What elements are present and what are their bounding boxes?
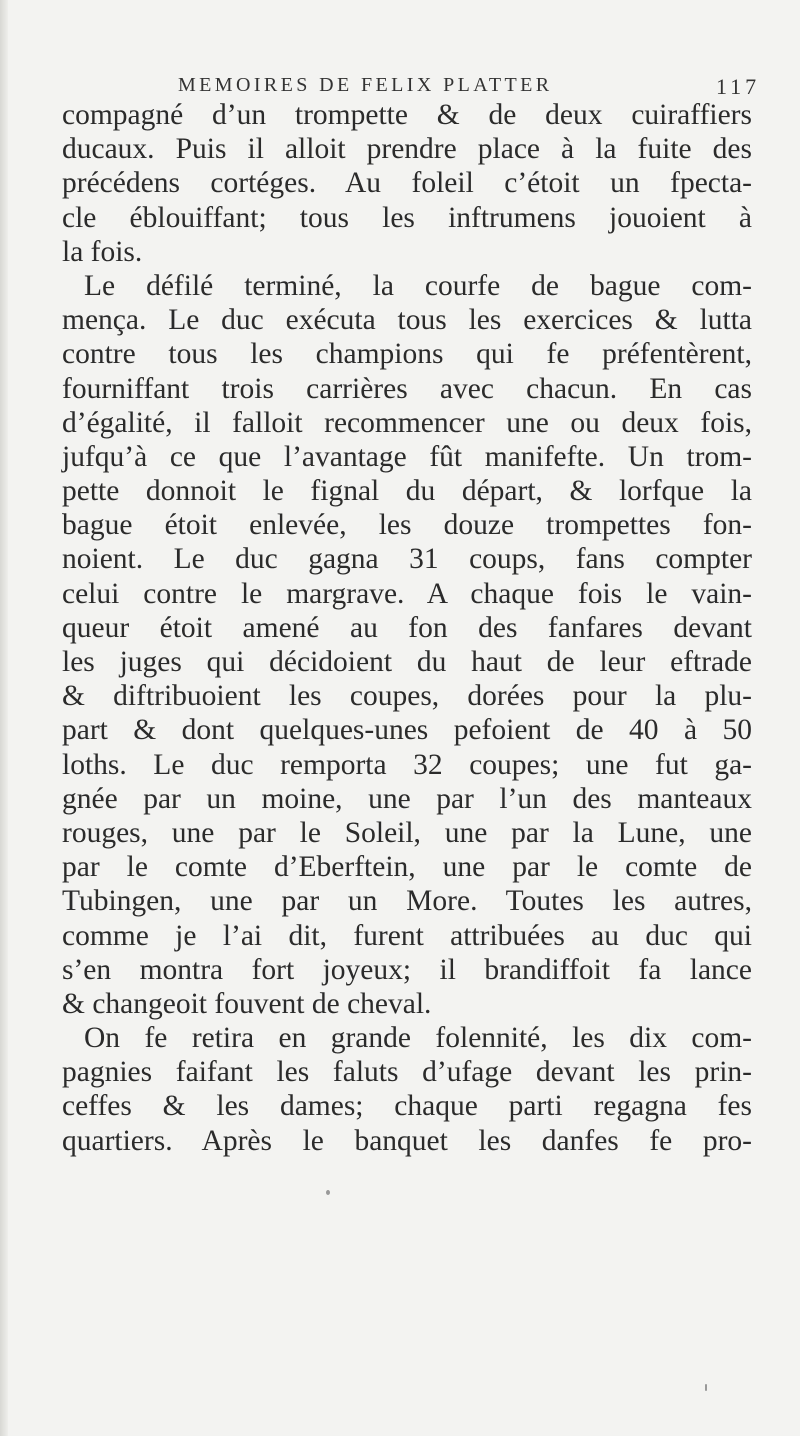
text-line: Tubingen, une par un More. Toutes les autres, [62,885,752,918]
text-line: noient. Le duc gagna 31 coups, fans compter [62,543,752,576]
text-line: celui contre le margrave. A chaque fois le vain- [62,577,752,610]
text-line: rouges, une par le Soleil, une par la Lune, une [62,816,752,849]
text-line: contre tous les champions qui fe préfentèrent, [62,338,752,371]
page-number: 117 [716,74,761,99]
text-line: ducaux. Puis il alloit prendre place à la fuite des [62,133,752,166]
running-head-title: MEMOIRES DE FELIX PLATTER [178,74,553,96]
text-line: & diftribuoient les coupes, dorées pour la plu- [62,680,752,713]
text-line: par le comte d’Eberftein, une par le comte de [62,851,752,884]
text-line: cle éblouiffant; tous les inftrumens jouoient à [62,201,752,234]
body-text [62,98,752,1158]
paragraph-end-line: & changeoit fouvent de cheval. [62,987,432,1020]
text-line: queur étoit amené au fon des fanfares devant [62,611,752,644]
page-gutter [0,0,8,1436]
text-line: s’en montra fort joyeux; il brandiffoit fa lance [62,953,752,986]
text-line: gnée par un moine, une par l’un des manteaux [62,782,752,815]
text-line: précédens cortéges. Au foleil c’étoit un fpecta- [62,167,752,200]
text-line: pette donnoit le fignal du départ, & lorfque la [62,475,752,508]
text-line: loths. Le duc remporta 32 coupes; une fut ga- [62,748,752,781]
text-line: bague étoit enlevée, les douze trompettes fon- [62,509,752,542]
paragraph-start-line: On fe retira en grande folennité, les dix com- [84,1022,752,1055]
text-line: part & dont quelques-unes pefoient de 40 à 50 [62,714,752,747]
text-line: d’égalité, il falloit recommencer une ou deux fois, [62,406,752,439]
paper-speck [326,1190,330,1195]
paper-speck [705,1384,707,1391]
text-line: jufqu’à ce que l’avantage fût manifefte. Un trom- [62,440,752,473]
text-line: fourniffant trois carrières avec chacun. En cas [62,372,752,405]
text-line: quartiers. Après le banquet les danfes fe pro- [62,1124,752,1157]
text-line: comme je l’ai dit, furent attribuées au duc qui [62,919,752,952]
text-line: les juges qui décidoient du haut de leur eftrade [62,646,752,678]
paragraph-start-line: Le défilé terminé, la courfe de bague com- [84,269,752,302]
text-line: mença. Le duc exécuta tous les exercices & lutta [62,304,752,337]
paragraph-end-line: la fois. [62,235,143,268]
text-line: pagnies faifant les faluts d’ufage devant les prin- [62,1056,752,1089]
text-line: ceffes & les dames; chaque parti regagna fes [62,1090,752,1123]
text-line: compagné d’un trompette & de deux cuiraffiers [62,99,752,131]
